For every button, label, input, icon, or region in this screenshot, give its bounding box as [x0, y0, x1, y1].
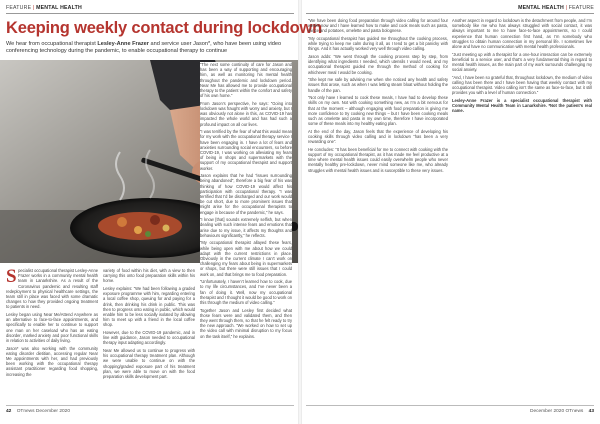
- header-feature-label: FEATURE: [6, 5, 32, 11]
- body-column-center: “The next some continuity of care for Jason and has been a way of supporting and encouraging him, as well as monitoring his mental health throughout the pandemic and lockdown period. Near Me has allowed me to provide occupational therapy to the patient within the comfort and safety of his own home.” From Jason’s perspective, he says: “Going into lockdown was fraught with worry and anxiety, but I was obviously not alone in this, as COVID-19 has impacted the whole world and has had such a profound impact on all our lives. “I was terrified by the fear of what this would mean for my work with the occupational therapy service I have been engaging in. I have a lot of fears and anxieties surrounding social encounters, so before COVID-19, I was working on alleviating my fears of being in shops and supermarkets with the support of my occupational therapist and support worker. Jason explains that he had “issues surrounding being abandoned”, therefore a big fear of his was thinking of how COVID-19 would affect his participation with occupational therapy. “I was terrified that I’d be discharged and our work would be cut short, due to more prominent issues that might arise for the occupational therapists to engage in because of the pandemic,” he says. “I know [that] sounds extremely selfish, but when dealing with such intense fears and emotions that arise due to my issue, it affects my thoughts and behaviours significantly,” he reflects. “My occupational therapist allayed these fears, while being open with me about how we could adapt with the current restrictions in place. Obviously in the current climate I can’t work on challenging my fears about being in supermarkets or shops, but there were still issues that I could work on, and that brings me to food preparation. “Unfortunately, I haven’t learned how to cook, due to my life circumstances, and I’ve never been a fan of doing it. Well, now my occupational therapist and I thought it would be good to work on this through the medium of video calling.” Together Jason and Lesley first decided what those fears were and validated them, and then they went through them, so that he felt ready to try the new approach. “We worked on how to set up the video call with minimal disruption to my focus on the task itself,” he explains.: [200, 62, 292, 402]
- footer-right: [530, 409, 594, 414]
- body-column-right-1: “We have been doing food preparation through video calling for around four weeks now and I have learned how to make and cook meals such as pasta, mince and potatoes, omelette and pasta bolognese. “My occupational therapist has guided me throughout the cooking process, while trying to keep me calm during it all, as I tend to get a bit panicky with things. And it has actually worked very well through video calling. Jason adds: “We went through the cooking process step by step, from identifying what ingredients I needed, which utensils I would need, and my occupational therapist guided me through the method of cooking for whichever meal I would be cooking. “She kept me safe by advising me when she noticed any health and safety issues that arose, such as when I was letting steam bloat without holding the handle of the pan. “Not only have I learned to cook these meals, I have had to develop these skills on my own. Not with cooking something new, as I’m a bit nervous for that at the moment – although engaging with food preparation is giving me more confidence to try cooking new things – but I have been cooking meals such as omelette and pasta in my own time, therefore I have incorporated some of these meals into my healthy eating plan. At the end of the day, Jason feels that the experience of developing his cooking skills through video calling and in lockdown “has been a very rewarding one”. He concludes: “It has been beneficial for me to connect with cooking with the support of my occupational therapist, as it has made me feel productive at a time where mental health issues could easily overwhelm people who never mentally healthy pre-lockdown, never mind someone like me, who already struggles with mental health issues and is susceptible to these very issues.: [308, 18, 448, 173]
- header-divider: [306, 13, 594, 14]
- page-number: 42: [6, 409, 12, 414]
- section-header-right: MENTAL HEALTH | FEATURE: [518, 5, 594, 11]
- publication-info: December 2020 OTnews: [529, 409, 584, 414]
- header-section-label: MENTAL HEALTH: [518, 5, 564, 11]
- body-column-left-1: Specialist occupational therapist Lesley-Anne Frazer works in a community mental health team in Lanarkshire. As a result of the Coronavirus pandemic and resulting staff redeployment to physical healthcare settings, the team still in place was faced with some dramatic changes to how they provided ongoing treatment to patients in need. Lesley began using Near Me/Attend Anywhere as an alternative to face-to-face appointments, and specifically to enable her to continue to support one man on her caseload who has an eating disorder, marked anxiety and poor functional skills in relation to activities of daily living. Jason* was also working with the community eating disorder dietitian, accessing regular Near Me appointments with her, and had previously been working with the occupational therapy assistant practitioner regarding food shopping, increasing the: [6, 268, 98, 377]
- drop-cap: S: [6, 268, 17, 287]
- author-bio: Lesley-Anne Frazer is a specialist occupational therapist with Community Mental Health Team in Lanarkshire. *Not the patient’s real name.: [452, 98, 592, 114]
- section-header-left: FEATURE | MENTAL HEALTH: [6, 5, 82, 11]
- body-column-left-2: variety of food within his diet, with a view to then carrying this onto food preparation skills within his home. Lesley explains: “We had been following a graded exposure programme with him, regarding entering a local coffee shop, queuing for and paying for a drink, then drinking his drink in public. This was then to progress onto eating in public, which would enable him to be less socially isolated by allowing him to meet up with a friend in the local coffee shop. However, due to the COVID-19 pandemic, and in line with guidance, Jason needed to occupational therapy input adapting accordingly. Near Me allowed us to continue to progress with his occupational therapy treatment plan. Although we were unable to continue on with the shopping/graded exposure part of his treatment plan, we were able to move on with the food preparation skills development part.: [103, 268, 195, 380]
- header-section-label: MENTAL HEALTH: [36, 5, 82, 11]
- body-column-right-2: Another aspect in regard to lockdown is the detachment from people, and I’m somebody like me who has always struggled with social contact, it was always important to me to have face-to-face appointments, so I could experience that human connection first hand, as I’m somebody who struggles to obtain human connection in my personal life. I sometimes live alone and have no communication with mental health professionals. “Just meeting up with a therapist for a one-hour interaction can be extremely beneficial to a service user, and that’s a very fundamental thing in regard to mental health issues, as the main part of my work surrounds challenging my social anxiety. “And, I have been so grateful that, throughout lockdown, the medium of video calling has been there and I have been having that weekly contact with my occupational therapist. Video calling isn’t the same as face-to-face, but it still provides you with a level of human connection.” Lesley-Anne Frazer is a specialist occupational therapist with Community Mental Health Team in Lanarkshire. *Not the patient’s real name.: [452, 18, 592, 114]
- footer-left: [6, 409, 70, 414]
- page-number: 43: [588, 409, 594, 414]
- publication-info: OTnews December 2020: [16, 409, 71, 414]
- header-divider: [6, 13, 294, 14]
- footer-divider: [306, 405, 594, 406]
- article-headline: Keeping weekly contact during lockdown: [6, 19, 323, 37]
- author-name: Lesley-Anne Frazer: [97, 41, 149, 47]
- footer-divider: [6, 405, 294, 406]
- article-standfirst: We hear from occupational therapist Lesley-Anne Frazer and service user Jason*, who have been using video conferencing technology during the pandemic, to enable occupational therapy to continue: [6, 41, 282, 55]
- header-feature-label: FEATURE: [568, 5, 594, 11]
